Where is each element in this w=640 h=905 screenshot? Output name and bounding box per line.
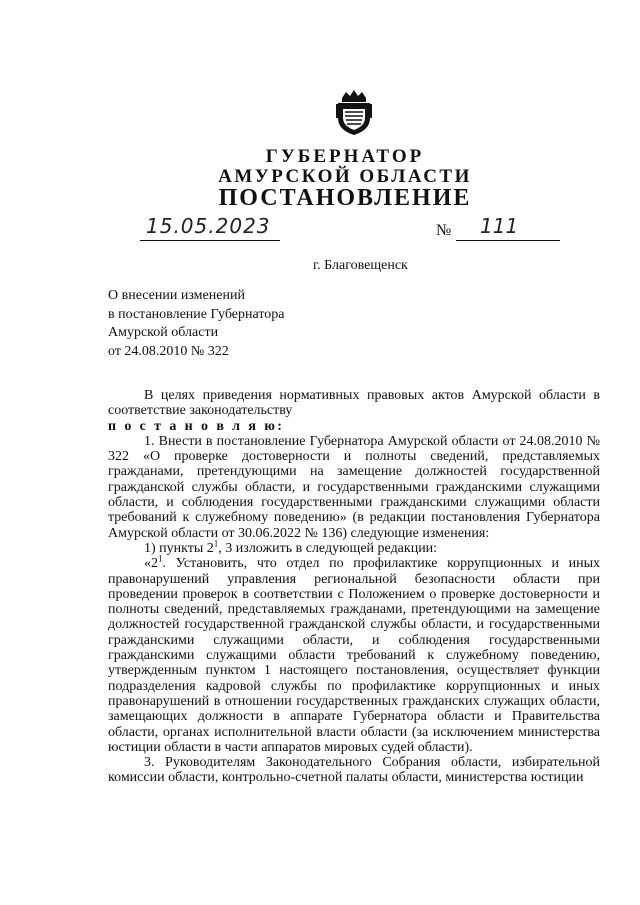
document-subject <box>108 287 285 361</box>
subitem-1-text-b: , 3 изложить в следующей редакции: <box>218 540 438 556</box>
intro-paragraph: В целях приведения нормативных правовых актов Амурской области в соответствие законодательству <box>108 388 600 419</box>
city-name: г. Благовещенск <box>313 258 408 273</box>
subject-line: в постановление Губернатора <box>108 306 285 322</box>
document-date: 15.05.2023 <box>146 214 271 238</box>
item-3-paragraph: 3. Руководителям Законодательного Собрания области, избирательной комиссии области, контрольно-счетной палаты области, министерства юстиции <box>108 755 600 786</box>
subitem-1-superscript: 1 <box>213 538 219 549</box>
header-title-region: АМУРСКОЙ ОБЛАСТИ <box>218 166 472 187</box>
subject-line: от 24.08.2010 № 322 <box>108 343 229 359</box>
subject-line: Амурской области <box>108 325 219 340</box>
header-title-governor: ГУБЕРНАТОР <box>265 146 425 167</box>
quoted-clause-paragraph <box>108 553 600 755</box>
quoted-clause-text-a: «2 <box>144 556 158 572</box>
item-1-paragraph: 1. Внести в постановление Губернатора Амурской области от 24.08.2010 № 322 «О проверке достоверности и полноты сведений, представляемых гражданами, претендующими на замещение должностей государственной гражданской службы области, и государственными гражданскими служащими области, и соблюдения государственными гражданскими служащими области требований к служебному поведению» (в редакции постановления Губернатора Амурской области от 30.06.2022 № 136) следующие изменения: <box>108 433 600 541</box>
coat-of-arms-emblem <box>334 88 374 136</box>
document-type-title: ПОСТАНОВЛЕНИЕ <box>218 185 472 211</box>
quoted-clause-text-b: . Установить, что отдел по профилактике коррупционных и иных правонарушений управления региональной безопасности области при проведении проверок в соответствии с Положением о проверке достоверности и полноты сведений, представляемых гражданами, претендующими на замещение должностей государственной гражданской службы области, и государственными гражданскими служащими области, и соблюдения государственными гражданскими служащими области требований к служебному поведению, утвержденным пунктом 1 настоящего постановления, осуществляет функции подразделения кадровой службы по профилактике коррупционных и иных правонарушений в отношении государственных гражданских служащих области, замещающих должности в аппарате Губернатора области и Правительства области, органах исполнительной власти области (за исключением министерства юстиции области в части аппаратов мировых судей области). <box>108 556 600 755</box>
subitem-1-text-a: 1) пункты 2 <box>144 540 214 556</box>
quoted-clause-superscript: 1 <box>158 553 163 564</box>
subject-line: О внесении изменений <box>108 288 245 303</box>
document-body <box>108 388 600 786</box>
document-number: 111 <box>480 214 519 238</box>
resolve-heading: п о с т а н о в л я ю: <box>108 418 285 434</box>
number-label: № <box>436 222 452 239</box>
subitem-1-paragraph <box>108 538 600 556</box>
